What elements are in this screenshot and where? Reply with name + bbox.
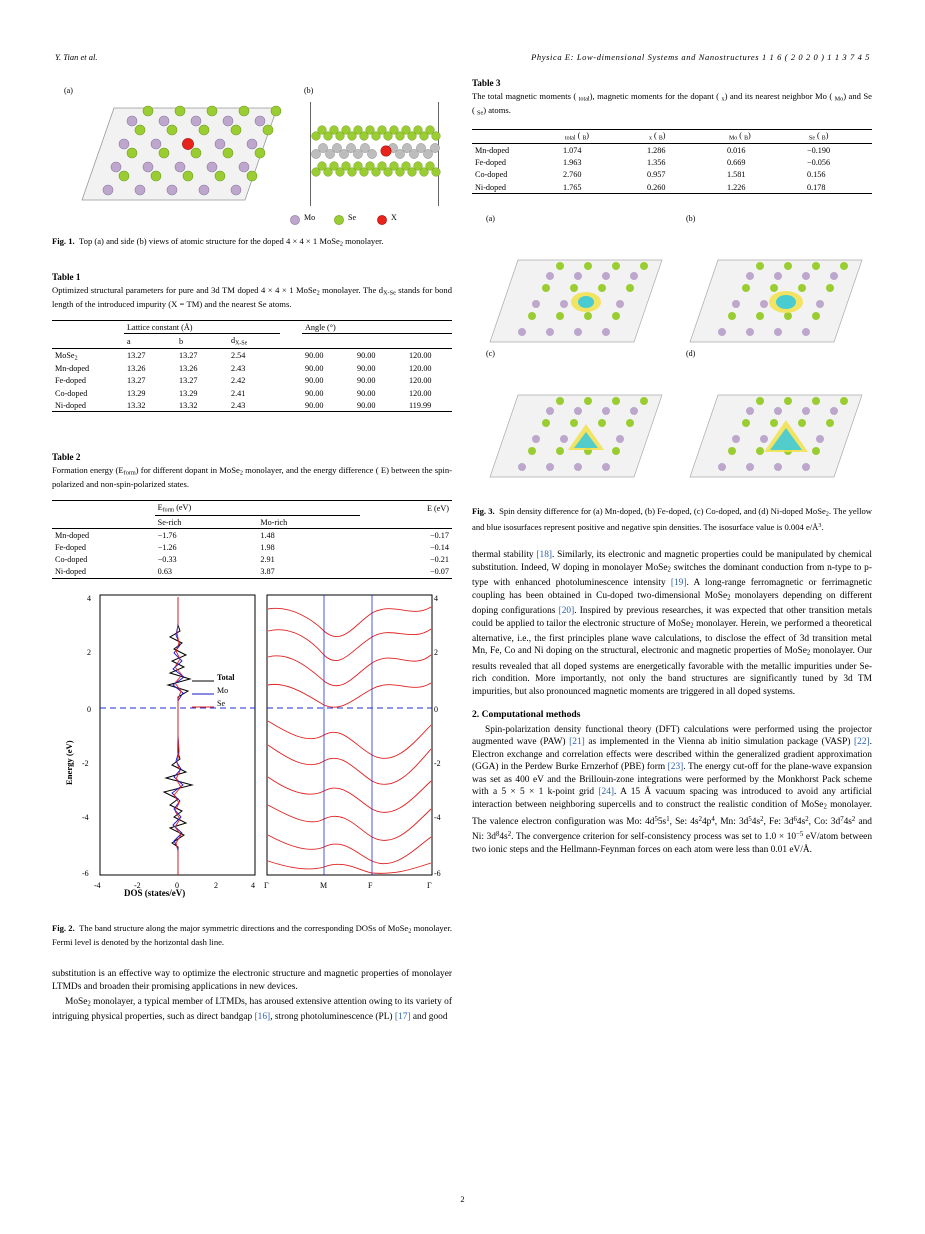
left-column: [52, 78, 452, 1024]
figure-2-legend-total: Total: [217, 673, 235, 683]
running-head-right: Physica E: Low-dimensional Systems and Nanostructures 1 1 6 ( 2 0 2 0 ) 1 1 3 7 4 5: [531, 52, 870, 62]
table-1-r0-name: MoSe$_2$: [55, 350, 78, 361]
table-2-col-serich: Se-rich: [157, 517, 182, 527]
table-row: Co-doped −0.33 2.91 −0.21: [55, 555, 449, 565]
legend-mo-icon: [290, 215, 299, 224]
svg-text:-6: -6: [434, 869, 441, 879]
running-head-left: Y. Tian et al.: [55, 52, 98, 62]
figure-1-caption-label: Fig. 1.: [52, 236, 75, 246]
table-row: Fe-doped −1.26 1.98 −0.14: [55, 543, 449, 553]
figure-2-legend-se: Se: [217, 699, 225, 709]
svg-text:4: 4: [87, 594, 91, 604]
page-number: 2: [460, 1194, 465, 1204]
table-3-col-mo: $_{Mo}$ ( $_B$): [729, 131, 751, 142]
citation-16[interactable]: [16]: [254, 1011, 271, 1022]
figure-3-caption: [472, 506, 872, 533]
table-row: Mn-doped −1.76 1.48 −0.17: [55, 530, 449, 540]
svg-text:-4: -4: [82, 813, 89, 823]
svg-text:M: M: [320, 881, 328, 891]
figure-2-caption-text: The band structure along the major symmetric directions and the corresponding DOSs of MoSe$_2$ monolayer. Fermi level is denoted by the horizontal dash line.: [52, 923, 452, 948]
table-3-col-total: $_{total}$ ( $_B$): [565, 131, 590, 142]
svg-text:4: 4: [251, 881, 255, 891]
table-1-title: Table 1: [52, 271, 81, 282]
table-2: [52, 500, 452, 579]
svg-text:-2: -2: [82, 759, 89, 769]
svg-text:0: 0: [434, 705, 438, 715]
citation-24[interactable]: [24]: [598, 787, 615, 798]
right-paragraph-2: Spin-polarization density functional theory (DFT) calculations were performed using the projector augmented wave (PAW) [21] as implemented in the Vienna ab initio simulation package (VASP) [22]. Electron exchange and correlation effects were described within the generalized gradient approximation (GGA) in the Perdew Burke Ernzerhof (PBE) form [23]. The energy cut-off for the plane-wave expansion was set as 400 eV and the Brillouin-zone integrations were performed by the Monkhorst Pack scheme with a 5 × 5 × 1 k-point grid [24]. A 15 Å vacuum spacing was introduced to avoid any artificial interaction between neighboring supercells and to construct the realistic condition of MoSe$_2$ monolayer. The valence electron configuration was Mo: $4d^55s^1$, Se: $4s^24p^4$, Mn: $3d^54s^2$, Fe: $3d^64s^2$, Co: $3d^74s^2$ and Ni: $3d^84s^2$. The convergence criterion for self-consistency process was set to $1.0 \times 10^{-5}$ eV/atom between two ionic steps and the Hellmann-Feynman forces on each atom were less than 0.01 eV/Å.: [472, 724, 873, 855]
citation-18[interactable]: [18]: [536, 550, 553, 561]
citation-17[interactable]: [17]: [394, 1011, 411, 1022]
figure-2-caption: [52, 923, 452, 948]
figure-3-panel-d-label: (d): [686, 349, 696, 359]
legend-se-label: Se: [348, 213, 356, 222]
svg-text:2: 2: [214, 881, 218, 891]
table-1-group-angle: Angle (°): [302, 321, 452, 334]
table-row: Ni-doped 0.63 3.87 −0.07: [52, 566, 452, 579]
table-row: Fe-doped 13.27 13.27 2.42 90.00 90.00 120.00: [55, 376, 432, 386]
figure-3-caption-label: Fig. 3.: [472, 506, 495, 517]
svg-text:-6: -6: [82, 869, 89, 879]
table-row: Co-doped 13.29 13.29 2.41 90.00 90.00 120.00: [55, 388, 432, 398]
right-paragraph-1: thermal stability [18]. Similarly, its electronic and magnetic properties could be manipulated by chemical substitution. Indeed, W doping in monolayer MoSe$_2$ switches the dominant conduction from n-type to p-type with enhanced photoluminescence intensity [19]. A long-range ferromagnetic or ferrimagnetic coupling has been obtained in Cu-doped two-dimensional MoSe$_2$ monolayers depending on different doping configurations [20]. Inspired by previous researches, it was expected that other transition metals could be applied to tailor the electronic structure of MoSe$_2$ monolayer. Herein, we performed a theoretical alternative, i.e., the first principles plane wave calculations, to disclose the effect of 3d transition metal Mn, Fe, Co and Ni doping on the structural, electronic and magnetic properties of MoSe$_2$ monolayer. Our results revealed that all doped systems are energetically favorable with the metallic impurities under Se-rich condition. More importantly, not only the band structures are significantly tuned by 3d TM impurities, but also pronounced magnetic moments are triggered in all doped systems.: [472, 550, 872, 697]
svg-text:2: 2: [87, 648, 91, 658]
figure-3-caption-text: Spin density difference for (a) Mn-doped, (b) Fe-doped, (c) Co-doped, and (d) Ni-doped MoSe$_2$. The yellow and blue isosurfaces represent positive and negative spin densities. The isosurface value is 0.004 $e/Å^3$.: [472, 506, 872, 532]
table-1-group-lattice: Lattice constant (Å): [124, 321, 280, 334]
legend-x-icon: [377, 215, 386, 224]
table-3-col-se: $_{Se}$ ( $_B$): [809, 131, 829, 142]
left-paragraph-1: substitution is an effective way to optimize the electronic structure and magnetic properties of monolayer LTMDs and broaden their promising applications in new devices.: [52, 969, 452, 993]
figure-1-panel-b-label: (b): [304, 86, 314, 95]
figure-3-panel-b-label: (b): [686, 214, 696, 224]
table-2-col-de: E (eV): [426, 504, 449, 514]
table-row: Fe-doped 1.963 1.356 0.669 −0.056: [475, 158, 831, 168]
figure-1-caption: [52, 236, 452, 250]
section-2-heading: 2. Computational methods: [472, 708, 581, 720]
figure-1-caption-text: Top (a) and side (b) views of atomic structure for the doped 4 × 4 × 1 MoSe$_2$ monolayer.: [76, 236, 384, 248]
legend-mo-label: Mo: [304, 213, 316, 222]
svg-text:-2: -2: [434, 759, 441, 769]
figure-2-ylabel: Energy (eV): [64, 740, 74, 786]
svg-text:Γ: Γ: [427, 881, 432, 891]
figure-2-caption-label: Fig. 2.: [52, 923, 75, 934]
table-3-caption: The total magnetic moments ( $_{total}$), magnetic moments for the dopant ( $_x$) and its nearest neighbor Mo ( $_{Mo}$) and Se ( $_{Se}$) atoms.: [472, 91, 872, 117]
figure-2-legend-mo: Mo: [217, 686, 229, 696]
right-column: [472, 78, 872, 856]
table-row: Mn-doped 13.26 13.26 2.43 90.00 90.00 120.00: [55, 364, 432, 374]
figure-2: [52, 585, 452, 915]
table-1-col-b: b: [179, 336, 184, 346]
legend-se-icon: [334, 215, 343, 224]
svg-text:F: F: [368, 881, 373, 891]
table-row: Ni-doped 13.32 13.32 2.43 90.00 90.00 119.99: [52, 399, 452, 412]
svg-text:2: 2: [434, 648, 438, 658]
svg-text:4: 4: [434, 594, 438, 604]
figure-1-panel-a-label: (a): [64, 86, 73, 95]
table-1: [52, 320, 452, 412]
table-1-caption: Optimized structural parameters for pure and 3d TM doped 4 × 4 × 1 MoSe$_2$ monolayer. The $d_{X-Se}$ stands for bond length of the introduced impurity (X = TM) and the nearest Se atoms.: [52, 284, 453, 309]
table-2-title: Table 2: [52, 452, 81, 463]
table-row: Mn-doped 1.074 1.286 0.016 −0.190: [475, 145, 831, 155]
citation-20[interactable]: [20]: [558, 605, 575, 616]
figure-1-graphic: [52, 80, 452, 230]
table-1-col-d: $d_{X-Se}$: [231, 335, 248, 347]
figure-1: [52, 80, 452, 230]
table-2-col-morich: Mo-rich: [260, 517, 288, 527]
citation-19[interactable]: [19]: [670, 578, 687, 589]
table-1-col-a: a: [127, 336, 131, 346]
table-2-group-eform: $E_{form}$ (eV): [155, 501, 360, 516]
legend-x-label: X: [391, 213, 397, 222]
table-3-title: Table 3: [472, 78, 501, 88]
svg-text:0: 0: [175, 881, 179, 891]
figure-2-graphic: [52, 585, 452, 903]
table-3-col-x: $_x$ ( $_B$): [649, 131, 666, 142]
svg-text:-4: -4: [434, 813, 441, 823]
table-2-caption: Formation energy $(E_{form})$ for different dopant in MoSe$_2$ monolayer, and the energy difference ( E) between the spin-polarized and non-spin-polarized states.: [52, 465, 452, 490]
figure-3-graphic: [472, 212, 872, 492]
citation-21[interactable]: [21]: [569, 737, 585, 748]
table-row: MoSe$_2$ 13.27 13.27 2.54 90.00 90.00 120.00: [52, 348, 452, 362]
citation-22[interactable]: [22]: [854, 737, 870, 748]
table-row: Co-doped 2.760 0.957 1.581 0.156: [475, 170, 826, 180]
figure-3-panel-a-label: (a): [486, 214, 495, 224]
citation-23[interactable]: [23]: [667, 762, 684, 773]
svg-text:-4: -4: [94, 881, 101, 891]
table-3: [472, 129, 872, 194]
figure-3-panel-c-label: (c): [486, 349, 495, 359]
svg-text:Γ: Γ: [264, 881, 269, 891]
svg-text:-2: -2: [134, 881, 141, 891]
figure-2-xlabel: DOS (states/eV): [124, 888, 186, 899]
left-paragraph-2: MoSe$_2$ monolayer, a typical member of LTMDs, has aroused extensive attention owing to its variety of intriguing physical properties, such as direct bandgap [16], strong photoluminescence (PL) [17] and good: [52, 996, 452, 1022]
svg-text:0: 0: [87, 705, 91, 715]
figure-3: [472, 212, 872, 502]
table-row: Ni-doped 1.765 0.260 1.226 0.178: [472, 181, 872, 194]
